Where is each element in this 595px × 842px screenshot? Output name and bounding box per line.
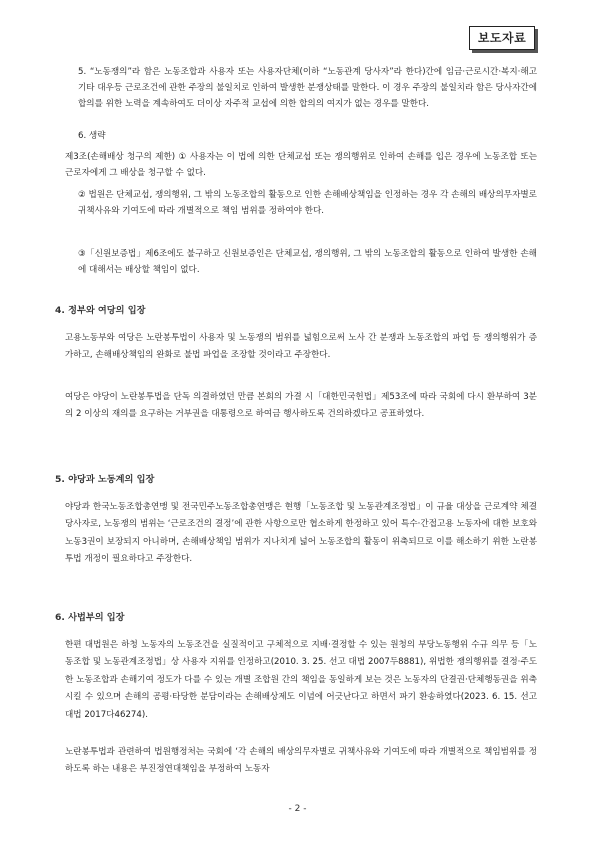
law-article-3: 제3조(손해배상 청구의 제한) ① 사용자는 이 법에 의한 단체교섭 또는 쟁의행위로 인하여 손해를 입은 경우에 노동조합 또는 근로자에게 그 배상을 청구할 수 없다. [65,152,537,178]
section-6-paragraph-1: 한편 대법원은 하청 노동자의 노동조건을 실질적이고 구체적으로 지배·결정할 수 있는 원청의 부당노동행위 수규 의무 등「노동조합 및 노동관계조정법」상 사용자 지위를 인정하고(2010. 3. 25. 선고 대법 2007두8881), 위법한 쟁의행위를 결정·주도한 노동조합과 손해기여 정도가 다를 수 있는 개별 조합원 간의 책임을 동일하게 보는 것은 노동자의 단결권·단체행동권을 위축시킬 수 있으며 손해의 공평·타당한 분담이라는 손해배상제도 이념에 어긋난다고 하면서 파기 환송하였다(2023. 6. 15. 선고 대법 2017다46274). [65,640,537,720]
law-article-3-clause-2: ② 법원은 단체교섭, 쟁의행위, 그 밖의 노동조합의 활동으로 인한 손해배상책임을 인정하는 경우 각 손해의 배상의무자별로 귀책사유와 기여도에 따라 개별적으로 책임 범위를 정하여야 한다. [78,190,537,216]
section-6-paragraph-2: 노란봉투법과 관련하여 법원행정처는 국회에 ‘각 손해의 배상의무자별로 귀책사유와 기여도에 따라 개별적으로 책임범위를 정하도록 하는 내용은 부진정연대책임을 부정하여 노동자 [65,747,537,775]
section-heading-judiciary: 6. 사법부의 입장 [55,612,125,623]
section-4-paragraph-2: 여당은 야당이 노란봉투법을 단독 의결하였던 만큼 본회의 가결 시「대한민국헌법」제53조에 따라 국회에 다시 환부하여 3분의 2 이상의 재의를 요구하는 거부권을 대통령으로 하여금 행사하도록 건의하겠다고 공표하였다. [65,392,537,420]
law-item-5: 5. “노동쟁의”라 함은 노동조합과 사용자 또는 사용자단체(이하 “노동관계 당사자”라 한다)간에 임금·근로시간·복지·해고 기타 대우등 근로조건에 관한 주장의 불일치로 인하여 발생한 분쟁상태를 말한다. 이 경우 주장의 불일치라 함은 당사자간에 합의를 위한 노력을 계속하여도 더이상 자주적 교섭에 의한 합의의 여지가 없는 경우를 말한다. [78,67,537,109]
page-number: - 2 - [288,804,307,814]
law-article-3-clause-3: ③「신원보증법」제6조에도 불구하고 신원보증인은 단체교섭, 쟁의행위, 그 밖의 노동조합의 활동으로 인하여 발생한 손해에 대해서는 배상할 책임이 없다. [78,249,537,275]
law-item-6: 6. 생략 [78,131,106,141]
section-heading-government: 4. 정부와 여당의 입장 [55,305,146,316]
section-4-paragraph-1: 고용노동부와 여당은 노란봉투법이 사용자 및 노동쟁의 범위를 넓힘으로써 노사 간 분쟁과 노동조합의 파업 등 쟁의행위가 증가하고, 손해배상책임의 완화로 불법 파업을 조장할 것이라고 주장한다. [65,333,537,361]
section-5-paragraph-1: 야당과 한국노동조합총연맹 및 전국민주노동조합총연맹은 현행「노동조합 및 노동관계조정법」이 규율 대상을 근로계약 체결 당사자로, 노동쟁의 범위는 ‘근로조건의 결정’에 관한 사항으로만 협소하게 한정하고 있어 특수·간접고용 노동자에 대한 보호와 노동3권이 보장되지 아니하며, 손해배상책임 범위가 지나치게 넓어 노동조합의 활동이 위축되므로 이를 해소하기 위한 노란봉투법 개정이 필요하다고 주장한다. [65,502,537,565]
section-heading-opposition: 5. 야당과 노동계의 입장 [55,474,155,485]
press-release-badge: 보도자료 [469,26,535,50]
